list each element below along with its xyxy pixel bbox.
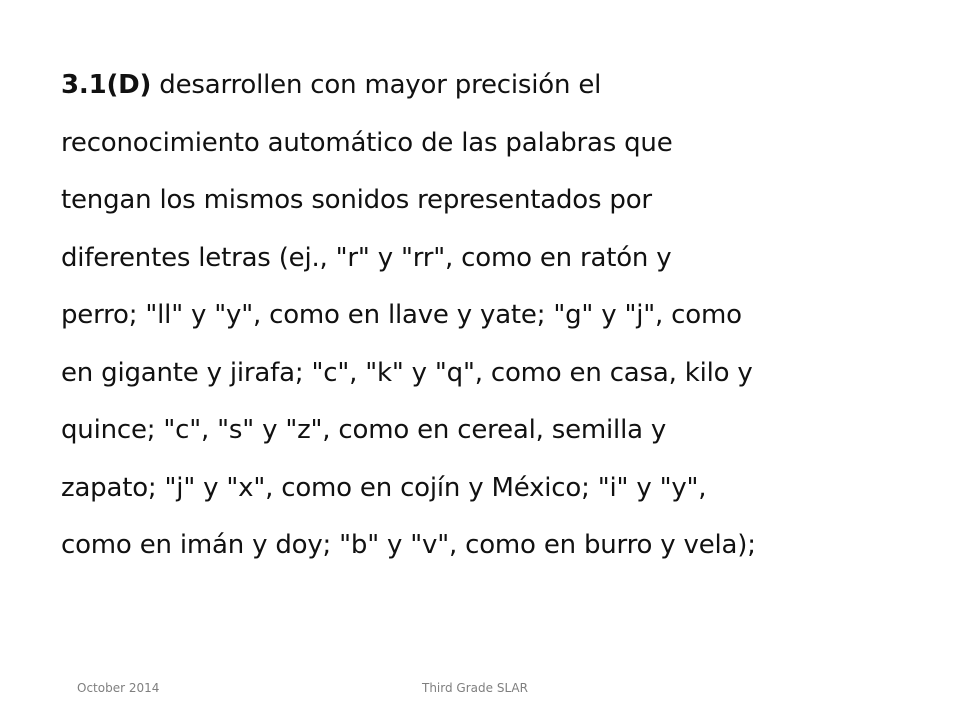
text-line-3: tengan los mismos sonidos representados por [61, 185, 652, 215]
text-line-1-content: desarrollen con mayor precisión el [151, 70, 602, 100]
footer-title: Third Grade SLAR [422, 681, 528, 695]
text-line-7: quince; "c", "s" y "z", como en cereal, semilla y [61, 415, 667, 445]
footer-date: October 2014 [77, 681, 160, 695]
text-line-8: zapato; "j" y "x", como en cojín y México; "i" y "y", [61, 472, 707, 503]
standard-text [61, 57, 921, 575]
text-line-4: diferentes letras (ej., "r" y "rr", como en ratón y [61, 242, 672, 273]
text-line-6: en gigante y jirafa; "c", "k" y "q", como en casa, kilo y [61, 357, 753, 388]
text-line-9: como en imán y doy; "b" y "v", como en burro y vela); [61, 530, 756, 560]
text-line-1 [61, 57, 921, 115]
text-line-2: reconocimiento automático de las palabras que [61, 127, 673, 158]
standard-code: 3.1(D) [61, 70, 152, 100]
text-line-5: perro; "ll" y "y", como en llave y yate; "g" y "j", como [61, 300, 742, 330]
